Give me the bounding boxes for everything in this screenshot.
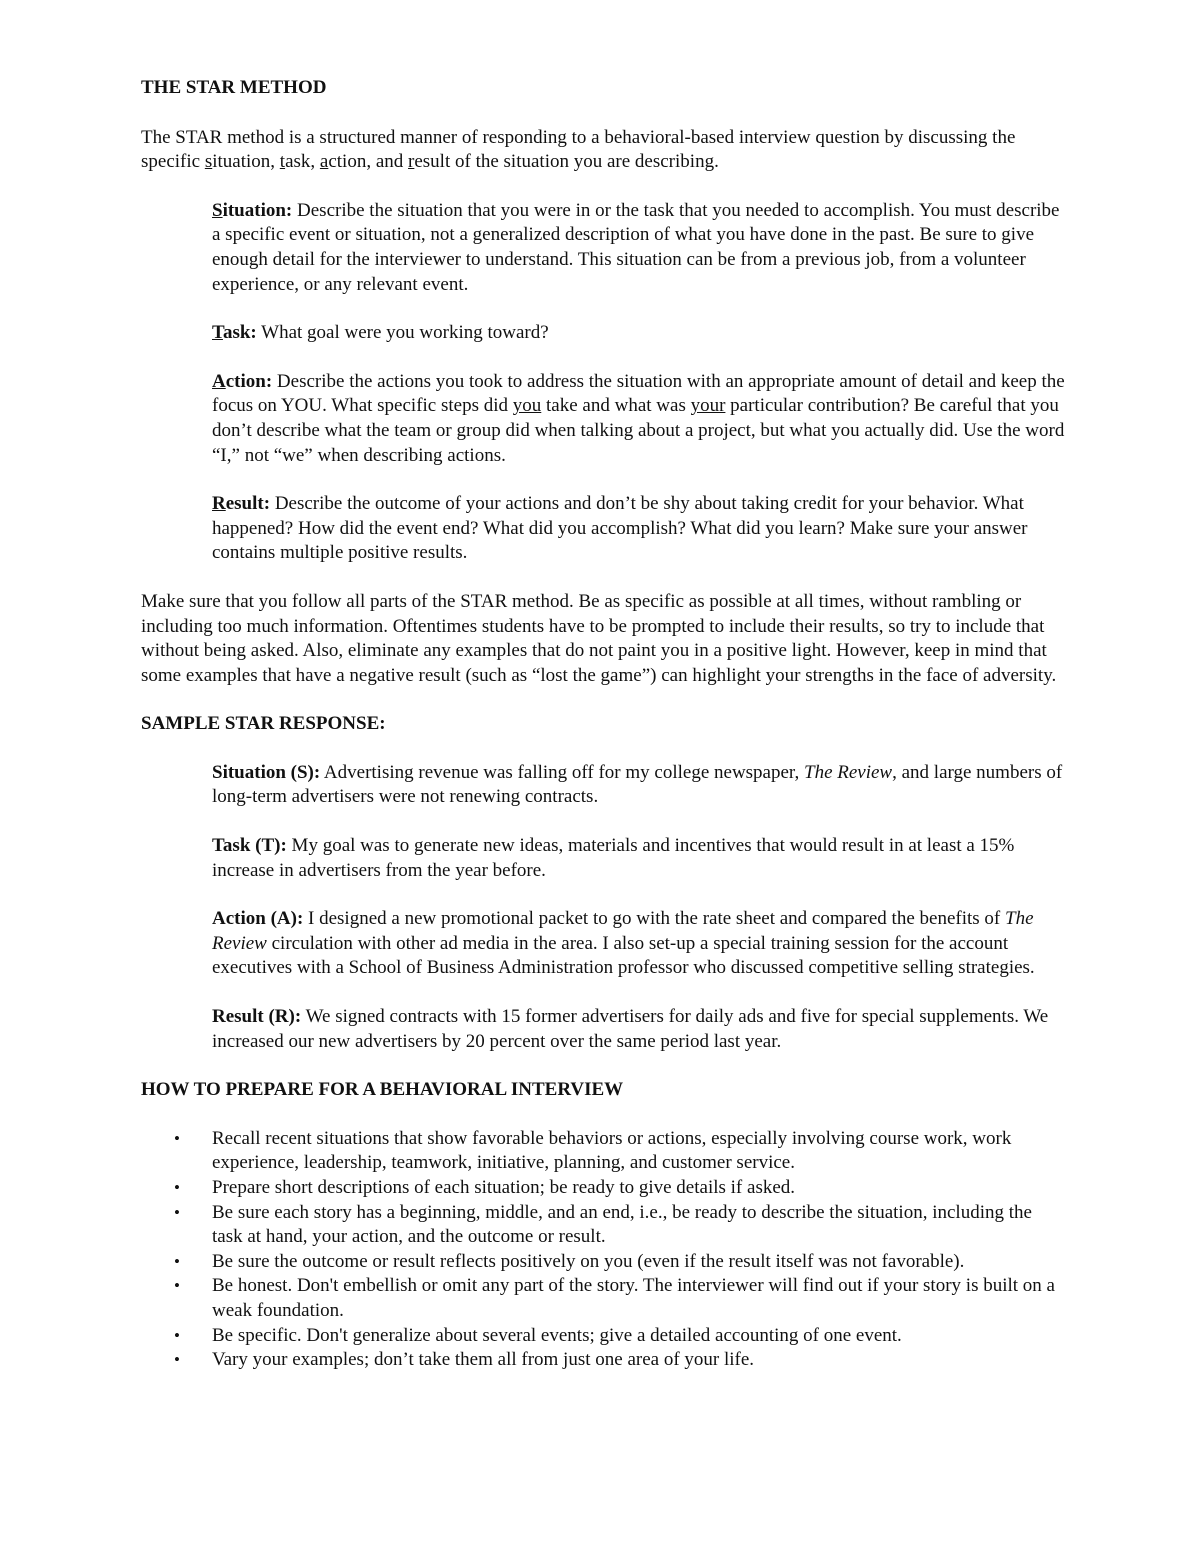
star-situation-initial: S: [212, 199, 223, 221]
star-situation-label: ituation:: [222, 199, 293, 221]
sample-task-text: My goal was to generate new ideas, materials and incentives that would result in at least a 15% increase in advertisers from the year before.: [212, 835, 1015, 881]
sample-result-label: Result (R):: [212, 1006, 302, 1028]
intro-text: esult of the situation you are describing.: [414, 151, 719, 173]
summary-paragraph: Make sure that you follow all parts of the STAR method. Be as specific as possible at all times, without rambling or including too much information. Oftentimes students have to be prompted to include their results, so try to include that without being asked. Also, eliminate any examples that do not paint you in a positive light. However, keep in mind that some examples that have a negative result (such as “lost the game”) can highlight your strengths in the face of adversity.: [141, 590, 1057, 686]
list-item: [141, 1274, 1066, 1323]
intro-a-letter: a: [319, 151, 329, 173]
intro-text: ituation,: [212, 151, 280, 173]
list-item: [141, 1127, 1066, 1176]
star-action-text: particular contribution? Be careful that you don’t describe what the team or group did when talking about a project, but what you actually did. Use the word “I,” not “we” when describing actions.: [212, 395, 1065, 466]
sample-action-label: Action (A):: [212, 908, 304, 930]
star-action-text: Describe the actions you took to address the situation with an appropriate amount of detail and keep the focus on YOU. What specific steps did: [212, 370, 1065, 417]
list-item-text: Be specific. Don't generalize about several events; give a detailed accounting of one event.: [212, 1324, 902, 1346]
list-item-text: Prepare short descriptions of each situation; be ready to give details if asked.: [212, 1177, 796, 1198]
list-item-text: Be sure the outcome or result reflects positively on you (even if the result itself was not favorable).: [212, 1250, 965, 1272]
star-action: [212, 370, 1066, 468]
sample-task: [212, 834, 1066, 883]
bullet-icon: •: [174, 1325, 180, 1345]
sample-result-text: We signed contracts with 15 former advertisers for daily ads and five for special supplements. We increased our new advertisers by 20 percent over the same period last year.: [212, 1006, 1049, 1052]
star-action-your: your: [690, 395, 726, 417]
newspaper-title: The Review: [212, 908, 1034, 954]
star-action-text: take and what was: [541, 395, 691, 417]
intro-s-letter: s: [204, 151, 213, 173]
prepare-heading: HOW TO PREPARE FOR A BEHAVIORAL INTERVIEW: [141, 1079, 624, 1101]
sample-action-text: I designed a new promotional packet to go with the rate sheet and compared the benefits of: [303, 908, 1005, 930]
newspaper-title: The Review: [804, 761, 893, 783]
list-item-text: Be sure each story has a beginning, middle, and an end, i.e., be ready to describe the situation, including the task at hand, your action, and the outcome or result.: [212, 1201, 1032, 1248]
list-item: [141, 1201, 1066, 1250]
list-item-text: Be honest. Don't embellish or omit any part of the story. The interviewer will find out if your story is built on a weak foundation.: [212, 1275, 1055, 1321]
star-action-label: ction:: [225, 370, 273, 392]
sample-action-text: circulation with other ad media in the area. I also set-up a special training session for the account executives with a School of Business Administration professor who discussed competitive selling strategies.: [212, 932, 1035, 979]
intro-text: ction, and: [328, 151, 409, 173]
star-action-you: you: [512, 395, 542, 417]
list-item: [141, 1324, 1066, 1349]
intro-text: ask,: [285, 151, 320, 173]
list-item-text: Vary your examples; don’t take them all from just one area of your life.: [212, 1349, 755, 1371]
sample-situation-label: Situation (S):: [212, 761, 321, 783]
star-task: [212, 321, 1066, 346]
list-item: [141, 1348, 1066, 1373]
star-situation: [212, 199, 1066, 297]
bullet-icon: •: [174, 1128, 180, 1148]
page-title: THE STAR METHOD: [141, 77, 327, 98]
intro-text: The STAR method is a structured manner of responding to a behavioral-based interview question by discussing the specific: [141, 126, 1016, 173]
star-result-label: esult:: [225, 493, 271, 515]
intro-paragraph: [141, 126, 1066, 175]
star-result-text: Describe the outcome of your actions and don’t be shy about taking credit for your behavior. What happened? How did the event end? What did you accomplish? What did you learn? Make sure your answer contains multiple positive results.: [212, 493, 1028, 564]
star-task-label: ask:: [222, 322, 257, 344]
star-task-text: What goal were you working toward?: [256, 322, 549, 344]
bullet-icon: •: [174, 1251, 180, 1271]
star-action-initial: A: [212, 370, 226, 392]
sample-heading: SAMPLE STAR RESPONSE:: [141, 713, 386, 735]
sample-situation-text: , and large numbers of long-term advertisers were not renewing contracts.: [212, 761, 1063, 808]
sample-result: [212, 1005, 1066, 1054]
document-page: [141, 76, 1066, 1373]
intro-r-letter: r: [408, 151, 415, 173]
bullet-icon: •: [174, 1202, 180, 1222]
star-result-initial: R: [212, 493, 226, 515]
prepare-list: [141, 1127, 1066, 1373]
bullet-icon: •: [174, 1276, 180, 1296]
sample-action: [212, 907, 1066, 981]
list-item: [141, 1250, 1066, 1275]
sample-situation: [212, 761, 1066, 810]
star-task-initial: T: [212, 322, 223, 344]
list-item: [141, 1176, 1066, 1201]
list-item-text: Recall recent situations that show favorable behaviors or actions, especially involving course work, work experience, leadership, teamwork, initiative, planning, and customer service.: [212, 1127, 1012, 1174]
bullet-icon: •: [174, 1350, 180, 1370]
intro-t-letter: t: [279, 151, 286, 173]
sample-task-label: Task (T):: [212, 835, 287, 857]
star-result: [212, 492, 1066, 566]
star-situation-text: Describe the situation that you were in or the task that you needed to accomplish. You must describe a specific event or situation, not a generalized description of what you have done in the past. Be sure to give enough detail for the interviewer to understand. This situation can be from a previous job, from a volunteer experience, or any relevant event.: [212, 199, 1060, 295]
sample-situation-text: Advertising revenue was falling off for my college newspaper,: [320, 761, 804, 783]
bullet-icon: •: [174, 1178, 180, 1197]
